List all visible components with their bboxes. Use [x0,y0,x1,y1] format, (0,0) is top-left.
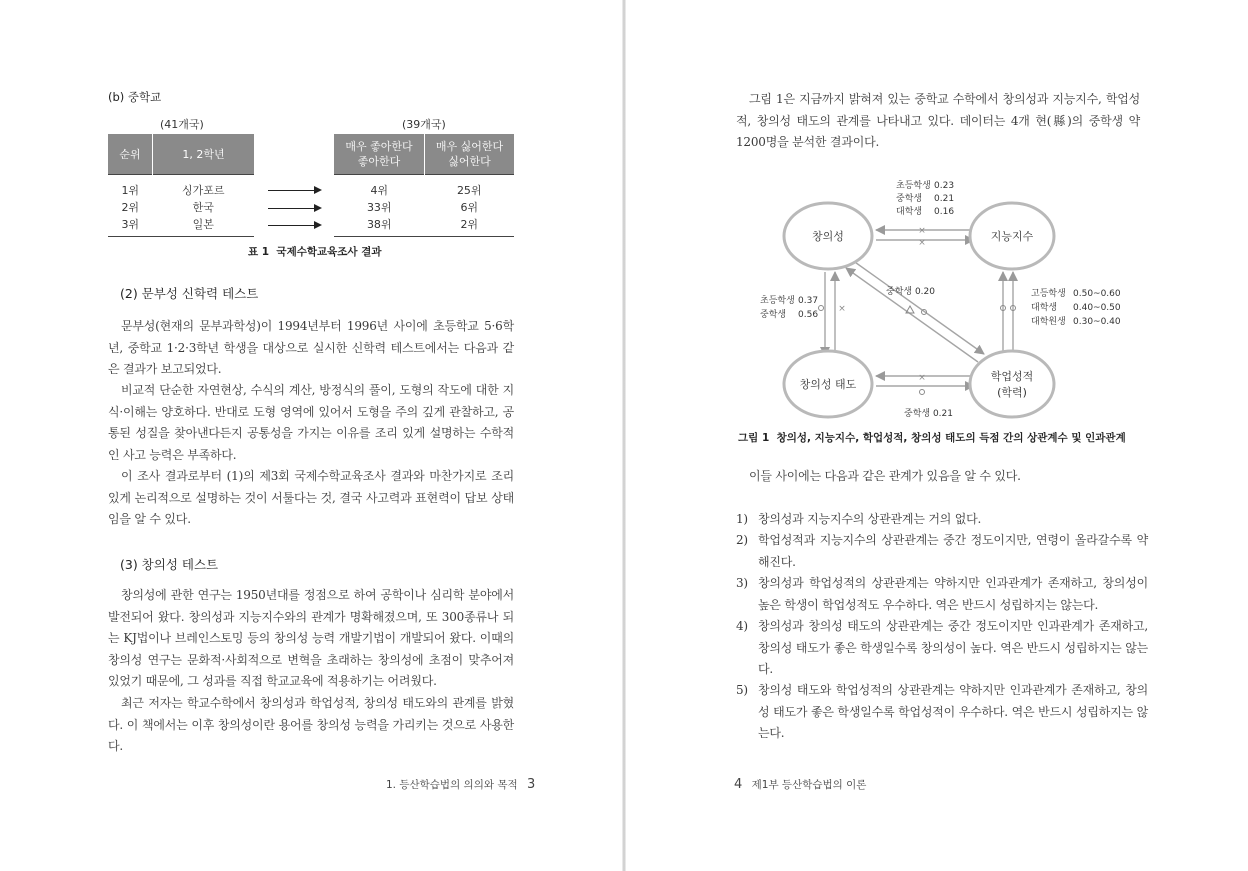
cell-country: 일본 [192,217,214,231]
right-label-group: 대학원생 [1031,317,1066,327]
left-label-value: 0.56 [798,310,819,320]
header-rank: 순위 [108,134,153,175]
right-page [626,0,1248,871]
node-iq: 지능지수 [990,230,1034,243]
list-number: 3) [736,576,748,590]
node-achievement: 학업성적 [990,370,1034,383]
paragraph: 창의성에 관한 연구는 1950년대를 정점으로 하여 공학이나 심리학 분야에서 발전되어 왔다. 창의성과 지능지수와의 관계가 명확해졌으며, 또 300종류나 되는 KJ법이나 브레인스토밍 등의 창의성 능력 개발기법이 개발되어 왔다. 이때의 창의성 연구는 문화적·사회적으로 변혁을 초래하는 창의성에 초점이 맞추어져 있었기 때문에, 그 성과를 직접 학교교육에 적용하기는 어려웠다. [108,588,514,688]
right-label-group: 대학생 [1031,303,1058,313]
cell-country: 싱가포르 [181,183,225,197]
list-number: 1) [736,512,748,526]
page-number: 4 [734,777,743,792]
page-number: 3 [526,777,536,792]
list-text: 창의성과 학업성적의 상관관계는 약하지만 인과관계가 존재하고, 창의성이 높은 학생이 학업성적도 우수하다. 역은 반드시 성립하지는 않는다. [758,576,1148,612]
list-text: 창의성 태도와 학업성적의 상관관계는 약하지만 인과관계가 존재하고, 창의성 태도가 좋은 학생일수록 학업성적이 우수하다. 역은 반드시 성립하지는 않는다. [758,683,1148,740]
cell-dislike: 2위 [460,217,479,231]
section-b-heading: (b) 중학교 [108,90,162,104]
relation-mark [920,390,925,395]
list-number: 5) [736,683,748,697]
left-label-value: 0.37 [798,296,819,306]
table-caption-text: 국제수학교육조사 결과 [276,246,382,258]
header-grade: 1, 2학년 [153,134,255,175]
cell-like: 4위 [370,183,389,197]
no-relation-mark: × [918,373,926,383]
arrow-icon [268,190,320,191]
no-relation-mark: × [918,238,926,248]
list-text: 창의성과 창의성 태도의 상관관계는 중간 정도이지만 인과관계가 존재하고, 창의성 태도가 좋은 학생일수록 창의성이 높다. 역은 반드시 성립하지는 않는다. [758,619,1148,676]
results-table-left [108,134,254,237]
figure-caption-label: 그림 1 [738,432,770,444]
paragraph: 비교적 단순한 자연현상, 수식의 계산, 방정식의 풀이, 도형의 작도에 대한 지식·이해는 양호하다. 반대로 도형 영역에 있어서 도형을 주의 깊게 관찰하고, 공통된 성질을 찾아낸다든지 공통성을 가지는 이유를 조리 있게 설명하는 수학적인 사고 능력은 부족하다. [108,383,514,462]
relation-mark [819,306,824,311]
right-label-value: 0.30~0.40 [1073,317,1121,327]
cell-rank: 1위 [121,183,140,197]
left-label-group: 초등학생 [760,296,795,306]
correlation-diagram [746,174,1146,424]
heading-2: (2) 문부성 신학력 테스트 [120,286,259,301]
cell-dislike: 6위 [460,200,479,214]
figure-caption-text: 창의성, 지능지수, 학업성적, 창의성 태도의 득점 간의 상관계수 및 인과관계 [776,432,1126,444]
header-like: 매우 좋아한다 좋아한다 [334,134,425,175]
list-text: 학업성적과 지능지수의 상관관계는 중간 정도이지만, 연령이 올라갈수록 약해진다. [758,533,1148,569]
table-caption-label: 표 1 [248,246,270,258]
cell-dislike: 25위 [456,183,482,197]
footer-title: 1. 등산학습법의 의의와 목적 [386,779,518,791]
top-label-group: 초등학생 [896,181,931,191]
right-label-value: 0.40~0.50 [1073,303,1121,313]
heading-3: (3) 창의성 테스트 [120,557,219,572]
table-left-note: (41개국) [160,118,204,131]
paragraph: 최근 저자는 학교수학에서 창의성과 학업성적, 창의성 태도와의 관계를 밝혔다. 이 책에서는 이후 창의성이란 용어를 창의성 능력을 가리키는 것으로 사용한다. [108,696,514,753]
page-footer [386,777,535,792]
right-label-value: 0.50~0.60 [1073,289,1121,299]
node-creativity: 창의성 [812,230,844,243]
left-label-group: 중학생 [760,310,787,320]
lead-paragraph: 이들 사이에는 다음과 같은 관계가 있음을 알 수 있다. [749,469,1021,483]
top-label-group: 중학생 [896,194,923,204]
results-table-right [334,134,514,237]
node-achievement-sub: (학력) [997,386,1027,399]
page-footer [734,777,866,792]
cell-like: 33위 [366,200,392,214]
list-text: 창의성과 지능지수의 상관관계는 거의 없다. [758,512,982,526]
right-label-group: 고등학생 [1031,289,1066,299]
top-label-group: 대학생 [896,207,923,217]
figure-caption [738,430,1126,445]
top-label-value: 0.21 [934,194,955,204]
cell-rank: 2위 [121,200,140,214]
table-caption [248,244,382,259]
cell-country: 한국 [192,200,214,214]
arrow-icon [268,208,320,209]
header-dislike: 매우 싫어한다 싫어한다 [425,134,515,175]
footer-title: 제1부 등산학습법의 이론 [751,779,867,791]
cell-like: 38위 [366,217,392,231]
cell-rank: 3위 [121,217,140,231]
top-label-value: 0.23 [934,181,955,191]
arrow-icon [268,225,320,226]
table-right-note: (39개국) [402,118,446,131]
no-relation-mark: × [838,304,846,314]
list-number: 4) [736,619,748,633]
node-attitude: 창의성 태도 [799,378,857,391]
top-label-value: 0.16 [934,207,955,217]
diagonal-label: 중학생 0.20 [886,287,935,297]
intro-paragraph: 그림 1은 지금까지 밝혀져 있는 중학교 수학에서 창의성과 지능지수, 학업성적, 창의성 태도의 관계를 나타내고 있다. 데이터는 4개 현(縣)의 중학생 약 1200명을 분석한 결과이다. [736,92,1140,149]
bottom-label: 중학생 0.21 [904,409,953,419]
paragraph: 이 조사 결과로부터 (1)의 제3회 국제수학교육조사 결과와 마찬가지로 조리 있게 논리적으로 설명하는 것이 서툴다는 것, 결국 사고력과 표현력이 답보 상태임을 알 수 있다. [108,469,514,526]
paragraph: 문부성(현재의 문부과학성)이 1994년부터 1996년 사이에 초등학교 5·6학년, 중학교 1·2·3학년 학생을 대상으로 실시한 신학력 테스트에서는 다음과 같은 결과가 보고되었다. [108,319,514,376]
list-number: 2) [736,533,748,547]
no-relation-mark: × [918,226,926,236]
left-page [0,0,622,871]
